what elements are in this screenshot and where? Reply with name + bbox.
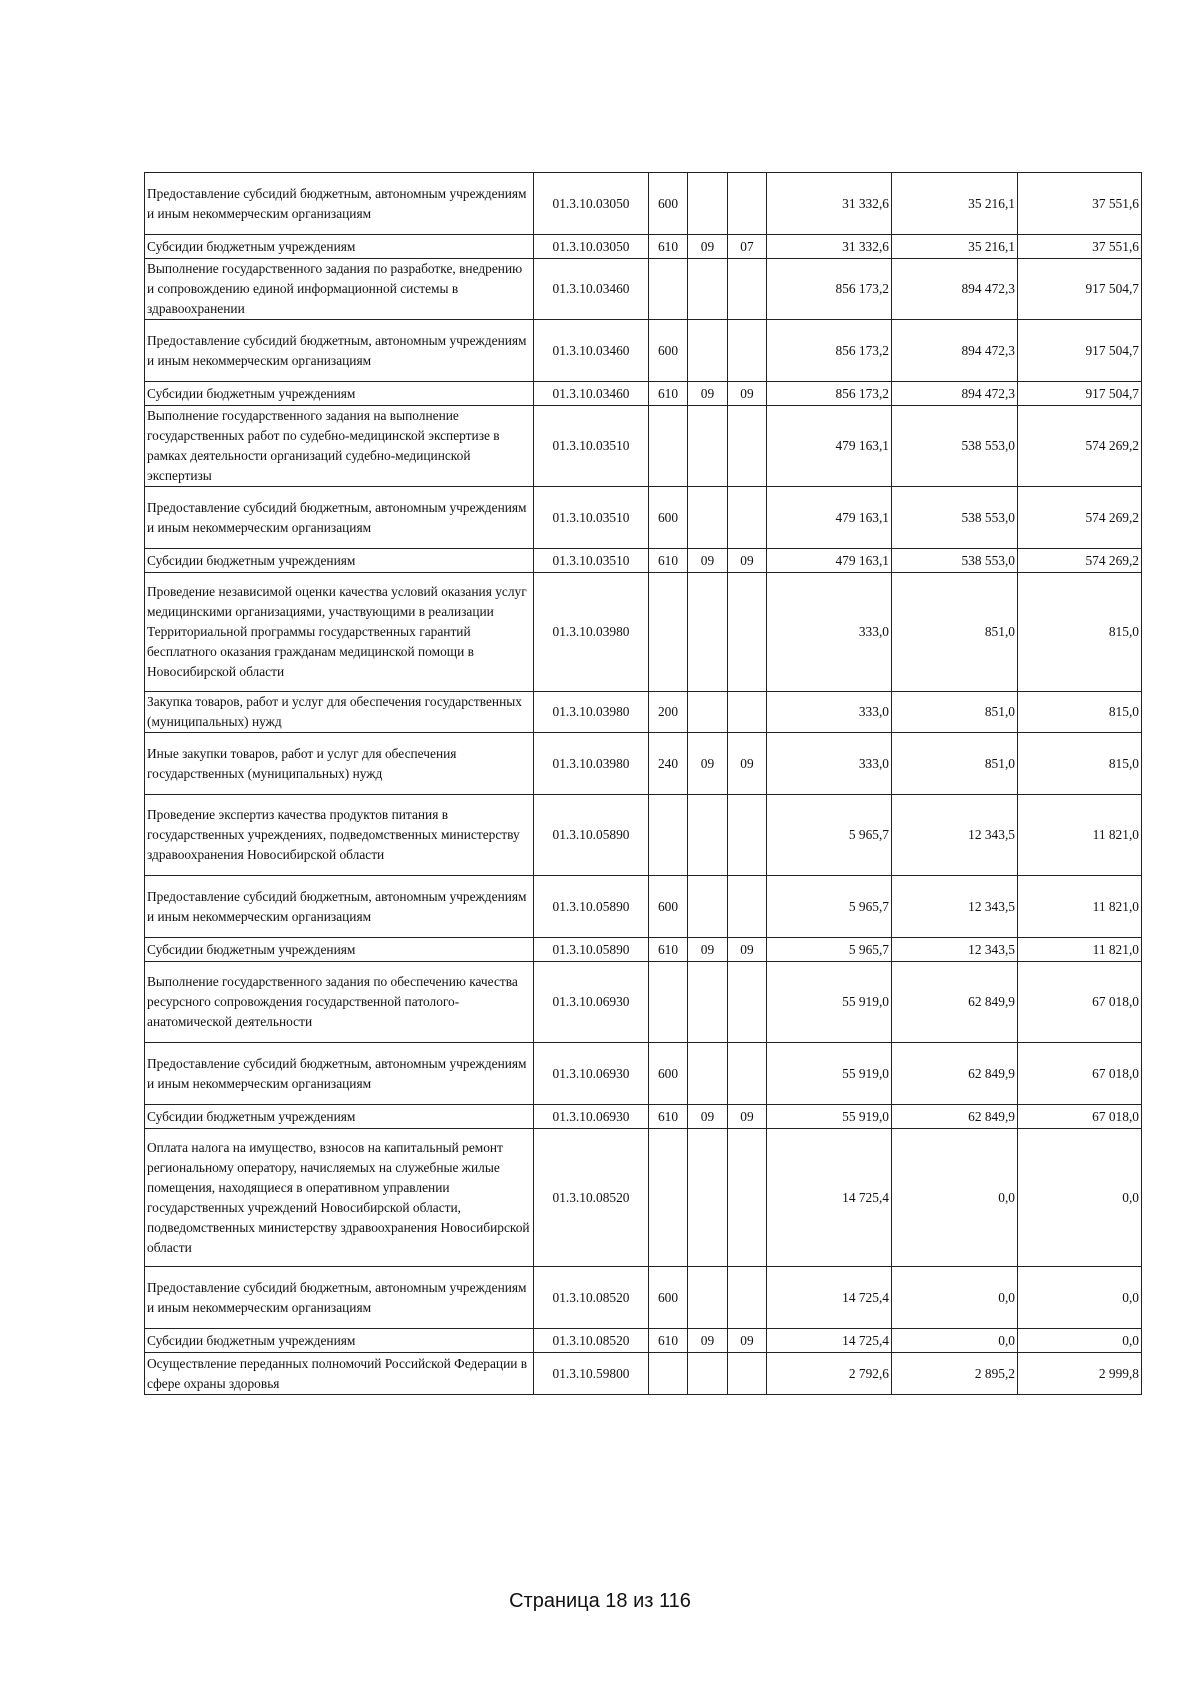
subsection-code: 09	[728, 382, 767, 406]
amount-year-2: 538 553,0	[892, 406, 1018, 487]
amount-year-3: 917 504,7	[1018, 259, 1142, 320]
target-article-code: 01.3.10.03510	[534, 487, 649, 549]
amount-year-2: 2 895,2	[892, 1353, 1018, 1395]
section-code	[688, 1129, 728, 1267]
expense-type-code: 600	[649, 173, 688, 235]
target-article-code: 01.3.10.05890	[534, 876, 649, 938]
item-name: Субсидии бюджетным учреждениям	[145, 382, 534, 406]
section-code	[688, 173, 728, 235]
target-article-code: 01.3.10.03510	[534, 549, 649, 573]
amount-year-3: 11 821,0	[1018, 795, 1142, 876]
amount-year-3: 815,0	[1018, 692, 1142, 733]
expense-type-code	[649, 1353, 688, 1395]
item-name: Проведение независимой оценки качества условий оказания услуг медицинскими организациями, участвующими в реализации Территориальной программы государственных гарантий бесплатного оказания гражданам медицинской помощи в Новосибирской области	[145, 573, 534, 692]
amount-year-1: 333,0	[767, 573, 892, 692]
target-article-code: 01.3.10.05890	[534, 795, 649, 876]
amount-year-1: 14 725,4	[767, 1129, 892, 1267]
expense-type-code	[649, 1129, 688, 1267]
subsection-code: 09	[728, 733, 767, 795]
amount-year-1: 479 163,1	[767, 549, 892, 573]
section-code	[688, 962, 728, 1043]
amount-year-3: 11 821,0	[1018, 938, 1142, 962]
amount-year-2: 0,0	[892, 1329, 1018, 1353]
amount-year-3: 574 269,2	[1018, 549, 1142, 573]
table-row	[145, 173, 1142, 235]
amount-year-2: 12 343,5	[892, 876, 1018, 938]
section-code: 09	[688, 1105, 728, 1129]
table-row	[145, 1267, 1142, 1329]
subsection-code	[728, 259, 767, 320]
target-article-code: 01.3.10.03460	[534, 320, 649, 382]
subsection-code	[728, 692, 767, 733]
amount-year-3: 37 551,6	[1018, 173, 1142, 235]
subsection-code: 09	[728, 1105, 767, 1129]
subsection-code	[728, 1129, 767, 1267]
expense-type-code: 600	[649, 1267, 688, 1329]
budget-table	[144, 172, 1142, 1395]
table-row	[145, 1353, 1142, 1395]
item-name: Иные закупки товаров, работ и услуг для обеспечения государственных (муниципальных) нужд	[145, 733, 534, 795]
target-article-code: 01.3.10.03460	[534, 259, 649, 320]
amount-year-2: 0,0	[892, 1129, 1018, 1267]
subsection-code	[728, 1353, 767, 1395]
subsection-code	[728, 406, 767, 487]
section-code	[688, 876, 728, 938]
amount-year-1: 856 173,2	[767, 382, 892, 406]
item-name: Оплата налога на имущество, взносов на капитальный ремонт региональному оператору, начисляемых на служебные жилые помещения, находящиеся в оперативном управлении государственных учреждений Новосибирской области, подведомственных министерству здравоохранения Новосибирской области	[145, 1129, 534, 1267]
amount-year-1: 856 173,2	[767, 259, 892, 320]
target-article-code: 01.3.10.06930	[534, 962, 649, 1043]
table-row	[145, 259, 1142, 320]
amount-year-2: 894 472,3	[892, 259, 1018, 320]
target-article-code: 01.3.10.06930	[534, 1105, 649, 1129]
subsection-code: 09	[728, 1329, 767, 1353]
amount-year-2: 851,0	[892, 733, 1018, 795]
target-article-code: 01.3.10.08520	[534, 1129, 649, 1267]
subsection-code	[728, 962, 767, 1043]
section-code	[688, 487, 728, 549]
target-article-code: 01.3.10.06930	[534, 1043, 649, 1105]
table-row	[145, 573, 1142, 692]
expense-type-code: 610	[649, 1105, 688, 1129]
item-name: Предоставление субсидий бюджетным, автономным учреждениям и иным некоммерческим организациям	[145, 173, 534, 235]
table-row	[145, 1329, 1142, 1353]
table-row	[145, 876, 1142, 938]
amount-year-2: 35 216,1	[892, 235, 1018, 259]
amount-year-1: 31 332,6	[767, 173, 892, 235]
amount-year-3: 574 269,2	[1018, 487, 1142, 549]
item-name: Субсидии бюджетным учреждениям	[145, 549, 534, 573]
expense-type-code: 610	[649, 235, 688, 259]
subsection-code	[728, 573, 767, 692]
amount-year-1: 5 965,7	[767, 938, 892, 962]
table-row	[145, 1129, 1142, 1267]
amount-year-2: 12 343,5	[892, 795, 1018, 876]
amount-year-3: 11 821,0	[1018, 876, 1142, 938]
item-name: Предоставление субсидий бюджетным, автономным учреждениям и иным некоммерческим организациям	[145, 876, 534, 938]
item-name: Предоставление субсидий бюджетным, автономным учреждениям и иным некоммерческим организациям	[145, 1267, 534, 1329]
table-row	[145, 406, 1142, 487]
table-row	[145, 320, 1142, 382]
amount-year-1: 5 965,7	[767, 795, 892, 876]
amount-year-1: 31 332,6	[767, 235, 892, 259]
page-number: Страница 18 из 116	[509, 1590, 691, 1612]
section-code: 09	[688, 938, 728, 962]
item-name: Субсидии бюджетным учреждениям	[145, 1329, 534, 1353]
expense-type-code: 200	[649, 692, 688, 733]
amount-year-2: 35 216,1	[892, 173, 1018, 235]
item-name: Субсидии бюджетным учреждениям	[145, 1105, 534, 1129]
amount-year-3: 917 504,7	[1018, 382, 1142, 406]
item-name: Субсидии бюджетным учреждениям	[145, 235, 534, 259]
amount-year-2: 12 343,5	[892, 938, 1018, 962]
section-code	[688, 573, 728, 692]
section-code	[688, 1267, 728, 1329]
section-code: 09	[688, 235, 728, 259]
table-row	[145, 692, 1142, 733]
amount-year-3: 2 999,8	[1018, 1353, 1142, 1395]
amount-year-2: 0,0	[892, 1267, 1018, 1329]
amount-year-3: 37 551,6	[1018, 235, 1142, 259]
target-article-code: 01.3.10.03980	[534, 692, 649, 733]
expense-type-code: 610	[649, 1329, 688, 1353]
subsection-code: 07	[728, 235, 767, 259]
item-name: Выполнение государственного задания по обеспечению качества ресурсного сопровождения государственной патолого-анатомической деятельности	[145, 962, 534, 1043]
section-code	[688, 320, 728, 382]
table-row	[145, 382, 1142, 406]
table-row	[145, 1043, 1142, 1105]
amount-year-3: 67 018,0	[1018, 1043, 1142, 1105]
expense-type-code: 600	[649, 320, 688, 382]
section-code: 09	[688, 733, 728, 795]
expense-type-code: 610	[649, 938, 688, 962]
amount-year-1: 14 725,4	[767, 1267, 892, 1329]
expense-type-code: 610	[649, 382, 688, 406]
expense-type-code	[649, 962, 688, 1043]
table-row	[145, 938, 1142, 962]
amount-year-2: 851,0	[892, 692, 1018, 733]
subsection-code: 09	[728, 938, 767, 962]
item-name: Выполнение государственного задания на выполнение государственных работ по судебно-медицинской экспертизе в рамках деятельности организаций судебно-медицинской экспертизы	[145, 406, 534, 487]
amount-year-1: 5 965,7	[767, 876, 892, 938]
item-name: Предоставление субсидий бюджетным, автономным учреждениям и иным некоммерческим организациям	[145, 487, 534, 549]
table-row	[145, 795, 1142, 876]
amount-year-1: 856 173,2	[767, 320, 892, 382]
table-row	[145, 549, 1142, 573]
target-article-code: 01.3.10.03050	[534, 173, 649, 235]
amount-year-1: 55 919,0	[767, 962, 892, 1043]
amount-year-3: 0,0	[1018, 1267, 1142, 1329]
subsection-code	[728, 487, 767, 549]
item-name: Субсидии бюджетным учреждениям	[145, 938, 534, 962]
amount-year-3: 815,0	[1018, 573, 1142, 692]
expense-type-code	[649, 406, 688, 487]
amount-year-3: 67 018,0	[1018, 1105, 1142, 1129]
amount-year-1: 333,0	[767, 692, 892, 733]
amount-year-2: 62 849,9	[892, 1105, 1018, 1129]
expense-type-code: 240	[649, 733, 688, 795]
target-article-code: 01.3.10.03050	[534, 235, 649, 259]
amount-year-2: 894 472,3	[892, 320, 1018, 382]
section-code: 09	[688, 382, 728, 406]
table-row	[145, 733, 1142, 795]
subsection-code	[728, 795, 767, 876]
amount-year-2: 851,0	[892, 573, 1018, 692]
amount-year-2: 62 849,9	[892, 1043, 1018, 1105]
expense-type-code	[649, 573, 688, 692]
target-article-code: 01.3.10.03980	[534, 733, 649, 795]
table-body	[145, 173, 1142, 1395]
section-code	[688, 406, 728, 487]
amount-year-2: 538 553,0	[892, 549, 1018, 573]
amount-year-1: 479 163,1	[767, 487, 892, 549]
target-article-code: 01.3.10.05890	[534, 938, 649, 962]
table-row	[145, 235, 1142, 259]
amount-year-3: 0,0	[1018, 1329, 1142, 1353]
amount-year-1: 14 725,4	[767, 1329, 892, 1353]
subsection-code: 09	[728, 549, 767, 573]
section-code	[688, 1043, 728, 1105]
table-row	[145, 487, 1142, 549]
expense-type-code: 600	[649, 487, 688, 549]
expense-type-code	[649, 259, 688, 320]
target-article-code: 01.3.10.03460	[534, 382, 649, 406]
table-row	[145, 962, 1142, 1043]
amount-year-2: 894 472,3	[892, 382, 1018, 406]
subsection-code	[728, 173, 767, 235]
item-name: Предоставление субсидий бюджетным, автономным учреждениям и иным некоммерческим организациям	[145, 320, 534, 382]
amount-year-2: 538 553,0	[892, 487, 1018, 549]
item-name: Закупка товаров, работ и услуг для обеспечения государственных (муниципальных) нужд	[145, 692, 534, 733]
amount-year-2: 62 849,9	[892, 962, 1018, 1043]
subsection-code	[728, 1267, 767, 1329]
expense-type-code: 600	[649, 1043, 688, 1105]
target-article-code: 01.3.10.03510	[534, 406, 649, 487]
target-article-code: 01.3.10.08520	[534, 1267, 649, 1329]
amount-year-3: 0,0	[1018, 1129, 1142, 1267]
section-code	[688, 1353, 728, 1395]
amount-year-3: 917 504,7	[1018, 320, 1142, 382]
amount-year-1: 2 792,6	[767, 1353, 892, 1395]
section-code	[688, 259, 728, 320]
expense-type-code: 600	[649, 876, 688, 938]
amount-year-1: 55 919,0	[767, 1105, 892, 1129]
amount-year-3: 67 018,0	[1018, 962, 1142, 1043]
table-row	[145, 1105, 1142, 1129]
section-code: 09	[688, 549, 728, 573]
item-name: Выполнение государственного задания по разработке, внедрению и сопровождению единой информационной системы в здравоохранении	[145, 259, 534, 320]
amount-year-3: 815,0	[1018, 733, 1142, 795]
section-code: 09	[688, 1329, 728, 1353]
target-article-code: 01.3.10.59800	[534, 1353, 649, 1395]
subsection-code	[728, 1043, 767, 1105]
section-code	[688, 692, 728, 733]
item-name: Осуществление переданных полномочий Российской Федерации в сфере охраны здоровья	[145, 1353, 534, 1395]
item-name: Предоставление субсидий бюджетным, автономным учреждениям и иным некоммерческим организациям	[145, 1043, 534, 1105]
item-name: Проведение экспертиз качества продуктов питания в государственных учреждениях, подведомственных министерству здравоохранения Новосибирской области	[145, 795, 534, 876]
subsection-code	[728, 320, 767, 382]
section-code	[688, 795, 728, 876]
subsection-code	[728, 876, 767, 938]
target-article-code: 01.3.10.08520	[534, 1329, 649, 1353]
expense-type-code	[649, 795, 688, 876]
amount-year-1: 55 919,0	[767, 1043, 892, 1105]
amount-year-1: 333,0	[767, 733, 892, 795]
amount-year-3: 574 269,2	[1018, 406, 1142, 487]
target-article-code: 01.3.10.03980	[534, 573, 649, 692]
expense-type-code: 610	[649, 549, 688, 573]
amount-year-1: 479 163,1	[767, 406, 892, 487]
